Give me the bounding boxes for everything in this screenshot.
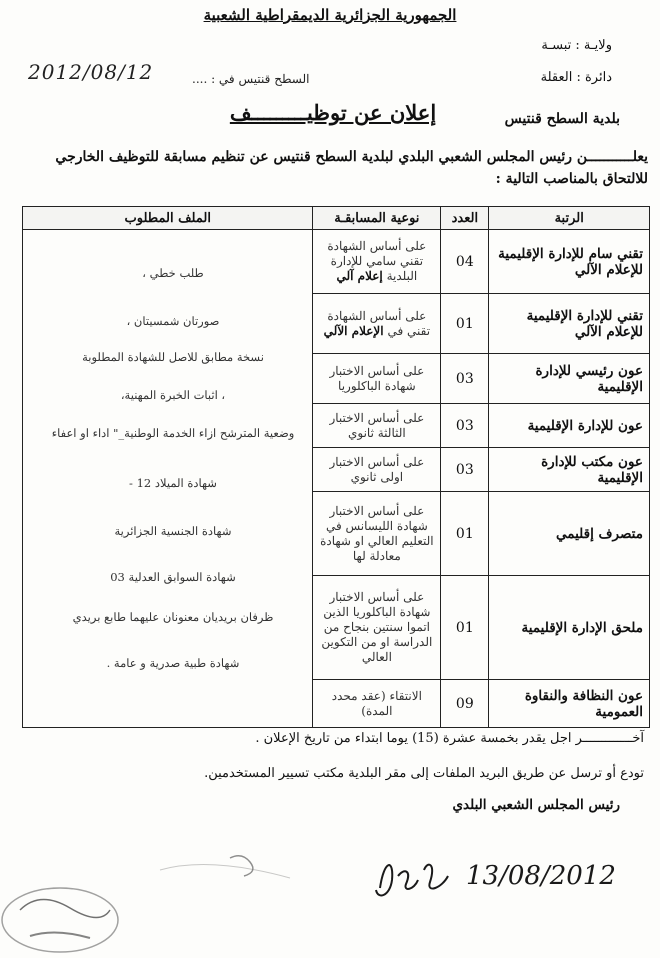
required-file-item: ظرفان بريديان معنونان عليهما طابع بريدي (72, 609, 274, 624)
signature-image (370, 840, 640, 910)
contest-type-text: على أساس الشهادة تقني في (327, 308, 431, 338)
contest-type-text: الانتقاء (عقد محدد المدة) (331, 688, 422, 718)
signer-title: رئيس المجلس الشعبي البلدي (452, 797, 620, 813)
count-cell: 03 (441, 404, 489, 448)
contest-type-cell (313, 680, 441, 728)
count-cell: 01 (441, 576, 489, 680)
required-files-list (23, 244, 312, 714)
required-file-item: وضعية المترشح ازاء الخدمة الوطنية_" اداء او اعفاء (51, 425, 295, 440)
required-files-cell (23, 230, 313, 728)
deposit-text: تودع أو ترسل عن طريق البريد الملفات إلى مقر البلدية مكتب تسيير المستخدمين. (204, 766, 644, 781)
count-cell: 01 (441, 294, 489, 354)
rank-cell: عون للإدارة الإقليمية (489, 404, 650, 448)
required-file-item: صورتان شمسيتان ، (126, 313, 220, 328)
rank-cell: تقني سام للإدارة الإقليمية للإعلام الآلي (489, 230, 650, 294)
required-file-item: ، اثبات الخبرة المهنية، (120, 387, 226, 402)
count-cell: 01 (441, 492, 489, 576)
baladia-line: بلدية السطح قنتيس (504, 111, 620, 127)
rank-cell: عون رئيسي للإدارة الإقليمية (489, 354, 650, 404)
contest-type-cell (313, 354, 441, 404)
announcement-title: إعلان عن توظيـــــــــف (229, 100, 437, 125)
wilaya-line: ولايـة : تبسـة (541, 38, 612, 53)
deadline-text: آخـــــــــــــر اجل يقدر بخمسة عشرة (15) يوما ابتداء من تاريخ الإعلان . (255, 731, 644, 746)
count-cell: 03 (441, 354, 489, 404)
stamp-image (0, 850, 300, 958)
rank-cell: تقني للإدارة الإقليمية للإعلام الآلي (489, 294, 650, 354)
count-cell: 09 (441, 680, 489, 728)
rank-cell: متصرف إقليمي (489, 492, 650, 576)
rank-cell: ملحق الإدارة الإقليمية (489, 576, 650, 680)
signature-date: 13/08/2012 (466, 861, 616, 891)
required-file-item: شهادة طبية صدرية و عامة . (106, 655, 240, 670)
intro-paragraph: يعلـــــــــــن رئيس المجلس الشعبي البلدي لبلدية السطح قنتيس عن تنظيم مسابقة للتوظيف الخارجي للالتحاق بالمناصب التالية : (55, 149, 648, 187)
rank-cell: عون النظافة والنقاوة العمومية (489, 680, 650, 728)
col-count-header: العدد (441, 207, 489, 230)
republic-title: الجمهورية الجزائرية الديمقراطية الشعبية (203, 6, 457, 24)
daira-line: دائرة : العقلة (540, 70, 612, 85)
required-file-item: شهادة السوابق العدلية 03 (110, 569, 236, 584)
contest-type-cell (313, 448, 441, 492)
handwritten-date: 2012/08/12 (28, 60, 154, 84)
required-file-item: شهادة الميلاد 12 - (129, 475, 217, 490)
col-rank-header: الرتبة (489, 207, 650, 230)
contest-type-cell (313, 576, 441, 680)
rank-cell: عون مكتب للإدارة الإقليمية (489, 448, 650, 492)
contest-type-text: على أساس الاختبار شهادة الليسانس في التعليم العالي او شهادة معادلة لها (320, 503, 434, 563)
contest-type-text: على أساس الاختبار شهادة الباكلوريا الذين اتموا سنتين بنجاح من الدراسة او من التكوين العالي (321, 590, 433, 664)
contest-type-text: على أساس الاختبار اولى ثانوي (329, 454, 425, 484)
contest-type-text: على أساس الشهادة تقني سامي للإدارة البلدية (327, 239, 427, 283)
contest-type-cell (313, 294, 441, 354)
table-row (23, 230, 650, 294)
col-files-header: الملف المطلوب (23, 207, 313, 230)
contest-type-cell (313, 492, 441, 576)
required-file-item: شهادة الجنسية الجزائرية (114, 523, 232, 538)
required-file-item: طلب خطي ، (142, 265, 204, 280)
required-file-item: نسخة مطابق للاصل للشهادة المطلوبة (82, 349, 264, 364)
col-type-header: نوعية المسابقـة (313, 207, 441, 230)
count-cell: 04 (441, 230, 489, 294)
contest-type-bold: إعلام آلي (336, 269, 383, 283)
positions-table (22, 206, 650, 728)
contest-type-bold: الإعلام الآلي (323, 323, 384, 338)
contest-type-text: على أساس الاختبار الثالثة ثانوي (329, 410, 425, 440)
contest-type-text: على أساس الاختبار شهادة الباكلوريا (329, 363, 425, 393)
contest-type-cell (313, 404, 441, 448)
count-cell: 03 (441, 448, 489, 492)
place-date-label: السطح قنتيس في : .... (192, 72, 310, 86)
contest-type-cell (313, 230, 441, 294)
table-header-row (23, 207, 650, 230)
